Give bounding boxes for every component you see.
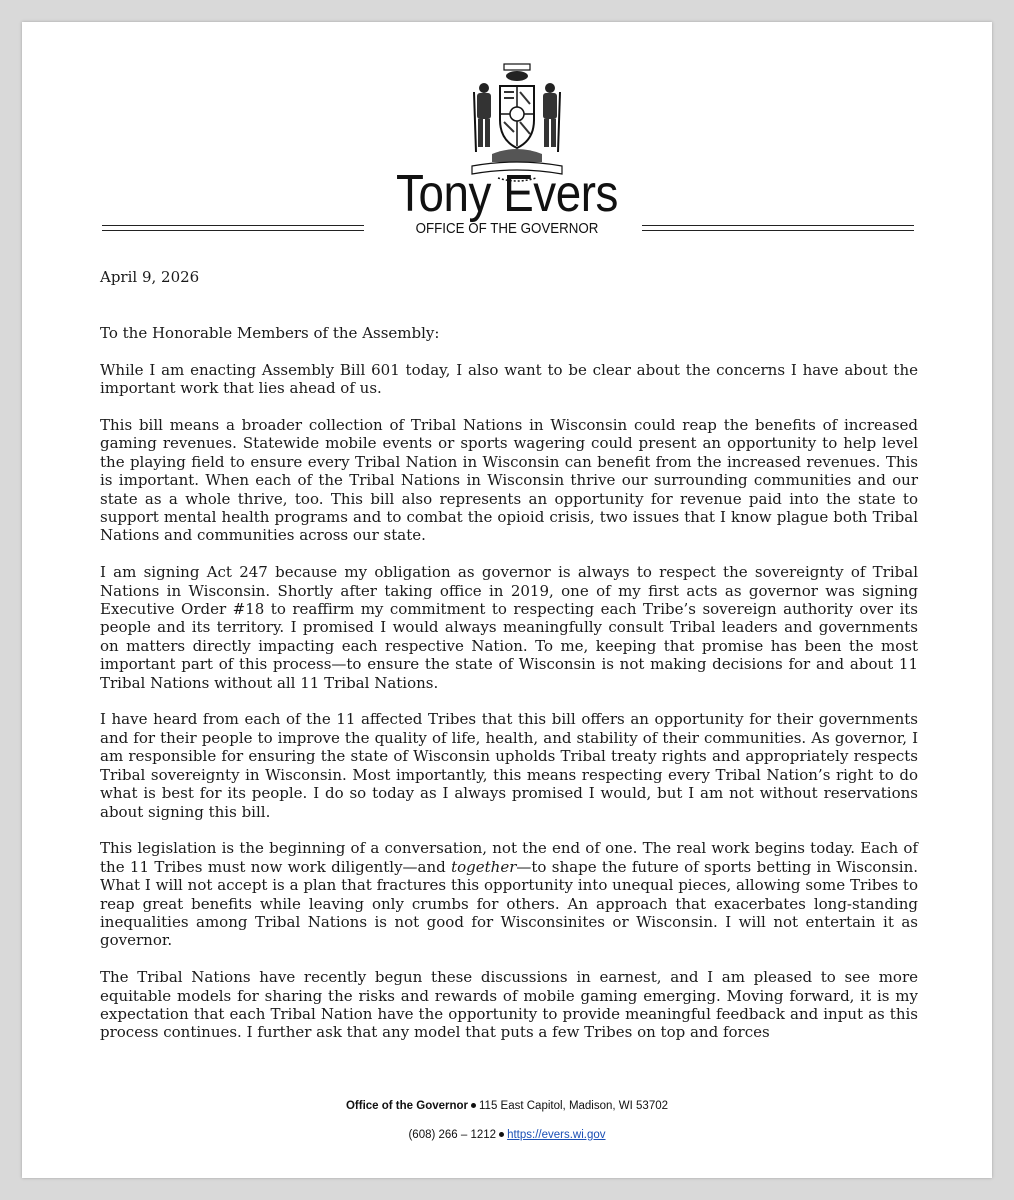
paragraph-5-end: —to shape the future of sports betting in Wisconsin. What I will not accept is a plan that fractures this opportunity into unequal pieces, allowing some Tribes to reap great benefits while leaving only crumbs for others. An approach that exacerbates long-standing inequalities among Tribal Nations is not good for Wisconsinites or Wisconsin. I will not entertain it as governor. (100, 857, 918, 950)
bullet-icon (499, 1132, 504, 1137)
letter-date: April 9, 2026 (100, 268, 200, 286)
right-rule-bottom (642, 230, 914, 231)
letter-body (100, 268, 918, 1060)
footer-website-link[interactable]: https://evers.wi.gov (507, 1129, 606, 1141)
office-title: OFFICE OF THE GOVERNOR (415, 221, 599, 237)
salutation: To the Honorable Members of the Assembly: (100, 324, 440, 343)
paragraph-3: I am signing Act 247 because my obligation as governor is always to respect the sovereignty of Tribal Nations in Wisconsin. Shortly after taking office in 2019, one of my first acts as governor was signing Executive Order #18 to reaffirm my commitment to respecting each Tribe’s sovereign authority over its people and its territory. I promised I would always meaningfully consult Tribal leaders and governments on matters directly impacting each respective Nation. To me, keeping that promise has been the most important part of this process—to ensure the state of Wisconsin is not making decisions for and about 11 Tribal Nations without all 11 Tribal Nations. (100, 563, 918, 692)
paragraph-4: I have heard from each of the 11 affected Tribes that this bill offers an opportunity for their governments and for their people to improve the quality of life, health, and stability of their communities. As governor, I am responsible for ensuring the state of Wisconsin upholds Tribal treaty rights and appropriately respects Tribal sovereignty in Wisconsin. Most importantly, this means respecting every Tribal Nation’s right to do what is best for its people. I do so today as I always promised I would, but I am not without reservations about signing this bill. (100, 710, 918, 821)
paragraph-6: The Tribal Nations have recently begun these discussions in earnest, and I am pleased to see more equitable models for sharing the risks and rewards of mobile gaming emerging. Moving forward, it is my expectation that each Tribal Nation have the opportunity to provide meaningful feedback and input as this process continues. I further ask that any model that puts a few Tribes on top and forces (100, 968, 918, 1042)
bullet-icon (471, 1103, 476, 1108)
paragraph-1: While I am enacting Assembly Bill 601 today, I also want to be clear about the concerns I have about the important work that lies ahead of us. (100, 360, 918, 398)
footer-address-line (22, 1100, 992, 1112)
footer-address: 115 East Capitol, Madison, WI 53702 (479, 1100, 669, 1112)
footer-contact-line (22, 1129, 992, 1141)
footer-phone: (608) 266 – 1212 (408, 1129, 497, 1141)
letter-page (22, 22, 992, 1178)
paragraph-5-emphasis: together (451, 857, 517, 876)
governor-name: Tony Evers (396, 165, 618, 223)
footer-office: Office of the Governor (345, 1100, 469, 1112)
paragraph-2: This bill means a broader collection of Tribal Nations in Wisconsin could reap the benefits of increased gaming revenues. Statewide mobile events or sports wagering could present an opportunity to help level the playing field to ensure every Tribal Nation in Wisconsin can benefit from the increased revenues. This is important. When each of the Tribal Nations in Wisconsin thrive our surrounding communities and our state as a whole thrive, too. This bill also represents an opportunity for revenue paid into the state to support mental health programs and to combat the opioid crisis, two issues that I know plague both Tribal Nations and communities across our state. (100, 416, 918, 545)
right-rule-top (642, 225, 914, 226)
paragraph-5 (100, 839, 918, 949)
paragraph-5-start: This legislation is the beginning of a conversation, not the end of one. The real work begins today. Each of the 11 Tribes must now work diligently—and (100, 839, 918, 876)
